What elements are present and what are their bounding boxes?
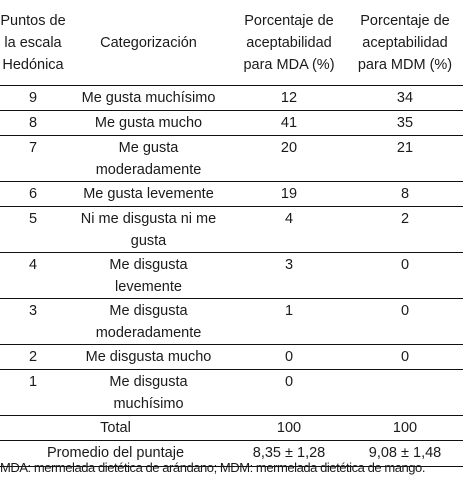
cell-mdm xyxy=(347,111,463,136)
cell-mdm-value: 8 xyxy=(400,186,410,202)
cell-mda xyxy=(231,207,347,253)
cell-mda-value: 20 xyxy=(280,140,298,156)
header-mdm-line: Porcentaje de xyxy=(360,13,450,29)
cell-mdm xyxy=(347,182,463,207)
cell-mda-value: 0 xyxy=(284,349,294,365)
cell-point xyxy=(0,370,66,416)
cell-category xyxy=(66,299,231,345)
cell-mdm-value: 0 xyxy=(400,303,410,319)
cell-point xyxy=(0,345,66,370)
average-label: Promedio del puntaje xyxy=(0,441,231,467)
table-body xyxy=(0,86,463,467)
cell-point xyxy=(0,136,66,182)
cell-mdm-value: 0 xyxy=(400,349,410,365)
total-label: Total xyxy=(0,416,231,441)
cell-mda-value: 41 xyxy=(280,115,298,131)
cell-category-line: Me disgusta xyxy=(109,303,188,319)
cell-mda xyxy=(231,345,347,370)
cell-category-line: Me gusta levemente xyxy=(83,186,214,202)
header-hedonic-points-line: la escala xyxy=(4,35,62,51)
header-mdm-line: para MDM (%) xyxy=(357,57,453,73)
total-row xyxy=(0,416,463,441)
cell-mdm-value xyxy=(347,370,463,371)
cell-category xyxy=(66,182,231,207)
total-mdm: 100 xyxy=(347,416,463,441)
cell-mdm-value: 34 xyxy=(396,90,414,106)
table-row xyxy=(0,253,463,299)
header-hedonic-points-line: Puntos de xyxy=(0,13,66,29)
cell-category-line: Me gusta xyxy=(118,140,179,156)
table-row xyxy=(0,207,463,253)
cell-category xyxy=(66,111,231,136)
cell-category-line: Me disgusta xyxy=(109,257,188,273)
cell-category xyxy=(66,370,231,416)
cell-point xyxy=(0,86,66,111)
cell-mda-value: 3 xyxy=(284,257,294,273)
table-row xyxy=(0,86,463,111)
cell-point-value: 7 xyxy=(28,140,38,156)
table-header-row xyxy=(0,0,463,86)
cell-point-value: 8 xyxy=(28,115,38,131)
cell-point-value: 3 xyxy=(28,303,38,319)
header-mdm-line: aceptabilidad xyxy=(362,35,448,51)
average-mdm: 9,08 ± 1,48 xyxy=(347,441,463,467)
cell-mda-value: 19 xyxy=(280,186,298,202)
cell-mda-value: 12 xyxy=(280,90,298,106)
cell-category-line: Me disgusta xyxy=(109,374,188,390)
header-hedonic-points xyxy=(0,0,66,86)
cell-point-value: 5 xyxy=(28,211,38,227)
cell-category-line: levemente xyxy=(115,279,182,295)
table-row xyxy=(0,182,463,207)
cell-mdm-value: 35 xyxy=(396,115,414,131)
average-mda: 8,35 ± 1,28 xyxy=(231,441,347,467)
cell-mdm xyxy=(347,207,463,253)
cell-mdm-value: 2 xyxy=(400,211,410,227)
cell-point xyxy=(0,111,66,136)
table-row xyxy=(0,345,463,370)
cell-point xyxy=(0,253,66,299)
header-mda-acceptability xyxy=(231,0,347,86)
header-mda-line: Porcentaje de xyxy=(244,13,334,29)
cell-mdm-value: 21 xyxy=(396,140,414,156)
table-row xyxy=(0,111,463,136)
cell-mda xyxy=(231,111,347,136)
cell-mdm xyxy=(347,299,463,345)
cell-point xyxy=(0,299,66,345)
cell-category xyxy=(66,345,231,370)
cell-mda xyxy=(231,182,347,207)
cell-category-line: Ni me disgusta ni me xyxy=(80,211,217,227)
cell-point-value: 6 xyxy=(28,186,38,202)
cell-mdm-value: 0 xyxy=(400,257,410,273)
cell-category-line: moderadamente xyxy=(95,162,202,178)
table-row xyxy=(0,370,463,416)
cell-category-line: Me gusta mucho xyxy=(94,115,203,131)
cell-category-line: Me disgusta mucho xyxy=(85,349,212,365)
cell-mdm xyxy=(347,86,463,111)
cell-point xyxy=(0,182,66,207)
cell-point-value: 2 xyxy=(28,349,38,365)
table-footnote: MDA: mermelada dietética de arándano; MDM: mermelada dietética de mango. xyxy=(0,460,425,475)
cell-category xyxy=(66,253,231,299)
cell-point-value: 1 xyxy=(28,374,38,390)
cell-mda xyxy=(231,370,347,416)
cell-mda xyxy=(231,253,347,299)
cell-category-line: gusta xyxy=(130,233,167,249)
cell-mdm xyxy=(347,345,463,370)
header-mda-line: para MDA (%) xyxy=(243,57,335,73)
cell-mdm xyxy=(347,253,463,299)
table-row xyxy=(0,299,463,345)
header-mda-line: aceptabilidad xyxy=(246,35,332,51)
cell-mda xyxy=(231,86,347,111)
cell-category-line: Me gusta muchísimo xyxy=(81,90,216,106)
cell-category-line: muchísimo xyxy=(113,396,184,412)
header-hedonic-points-line: Hedónica xyxy=(2,57,64,73)
total-mda: 100 xyxy=(231,416,347,441)
cell-mda xyxy=(231,136,347,182)
header-categorization: Categorización xyxy=(66,0,231,86)
cell-category xyxy=(66,207,231,253)
cell-mda xyxy=(231,299,347,345)
cell-mda-value: 0 xyxy=(284,374,294,390)
cell-category xyxy=(66,86,231,111)
cell-mdm xyxy=(347,136,463,182)
cell-category xyxy=(66,136,231,182)
cell-point-value: 9 xyxy=(28,90,38,106)
cell-mda-value: 1 xyxy=(284,303,294,319)
cell-mdm xyxy=(347,370,463,416)
cell-point xyxy=(0,207,66,253)
table-row xyxy=(0,136,463,182)
cell-point-value: 4 xyxy=(28,257,38,273)
cell-category-line: moderadamente xyxy=(95,325,202,341)
header-mdm-acceptability xyxy=(347,0,463,86)
cell-mda-value: 4 xyxy=(284,211,294,227)
